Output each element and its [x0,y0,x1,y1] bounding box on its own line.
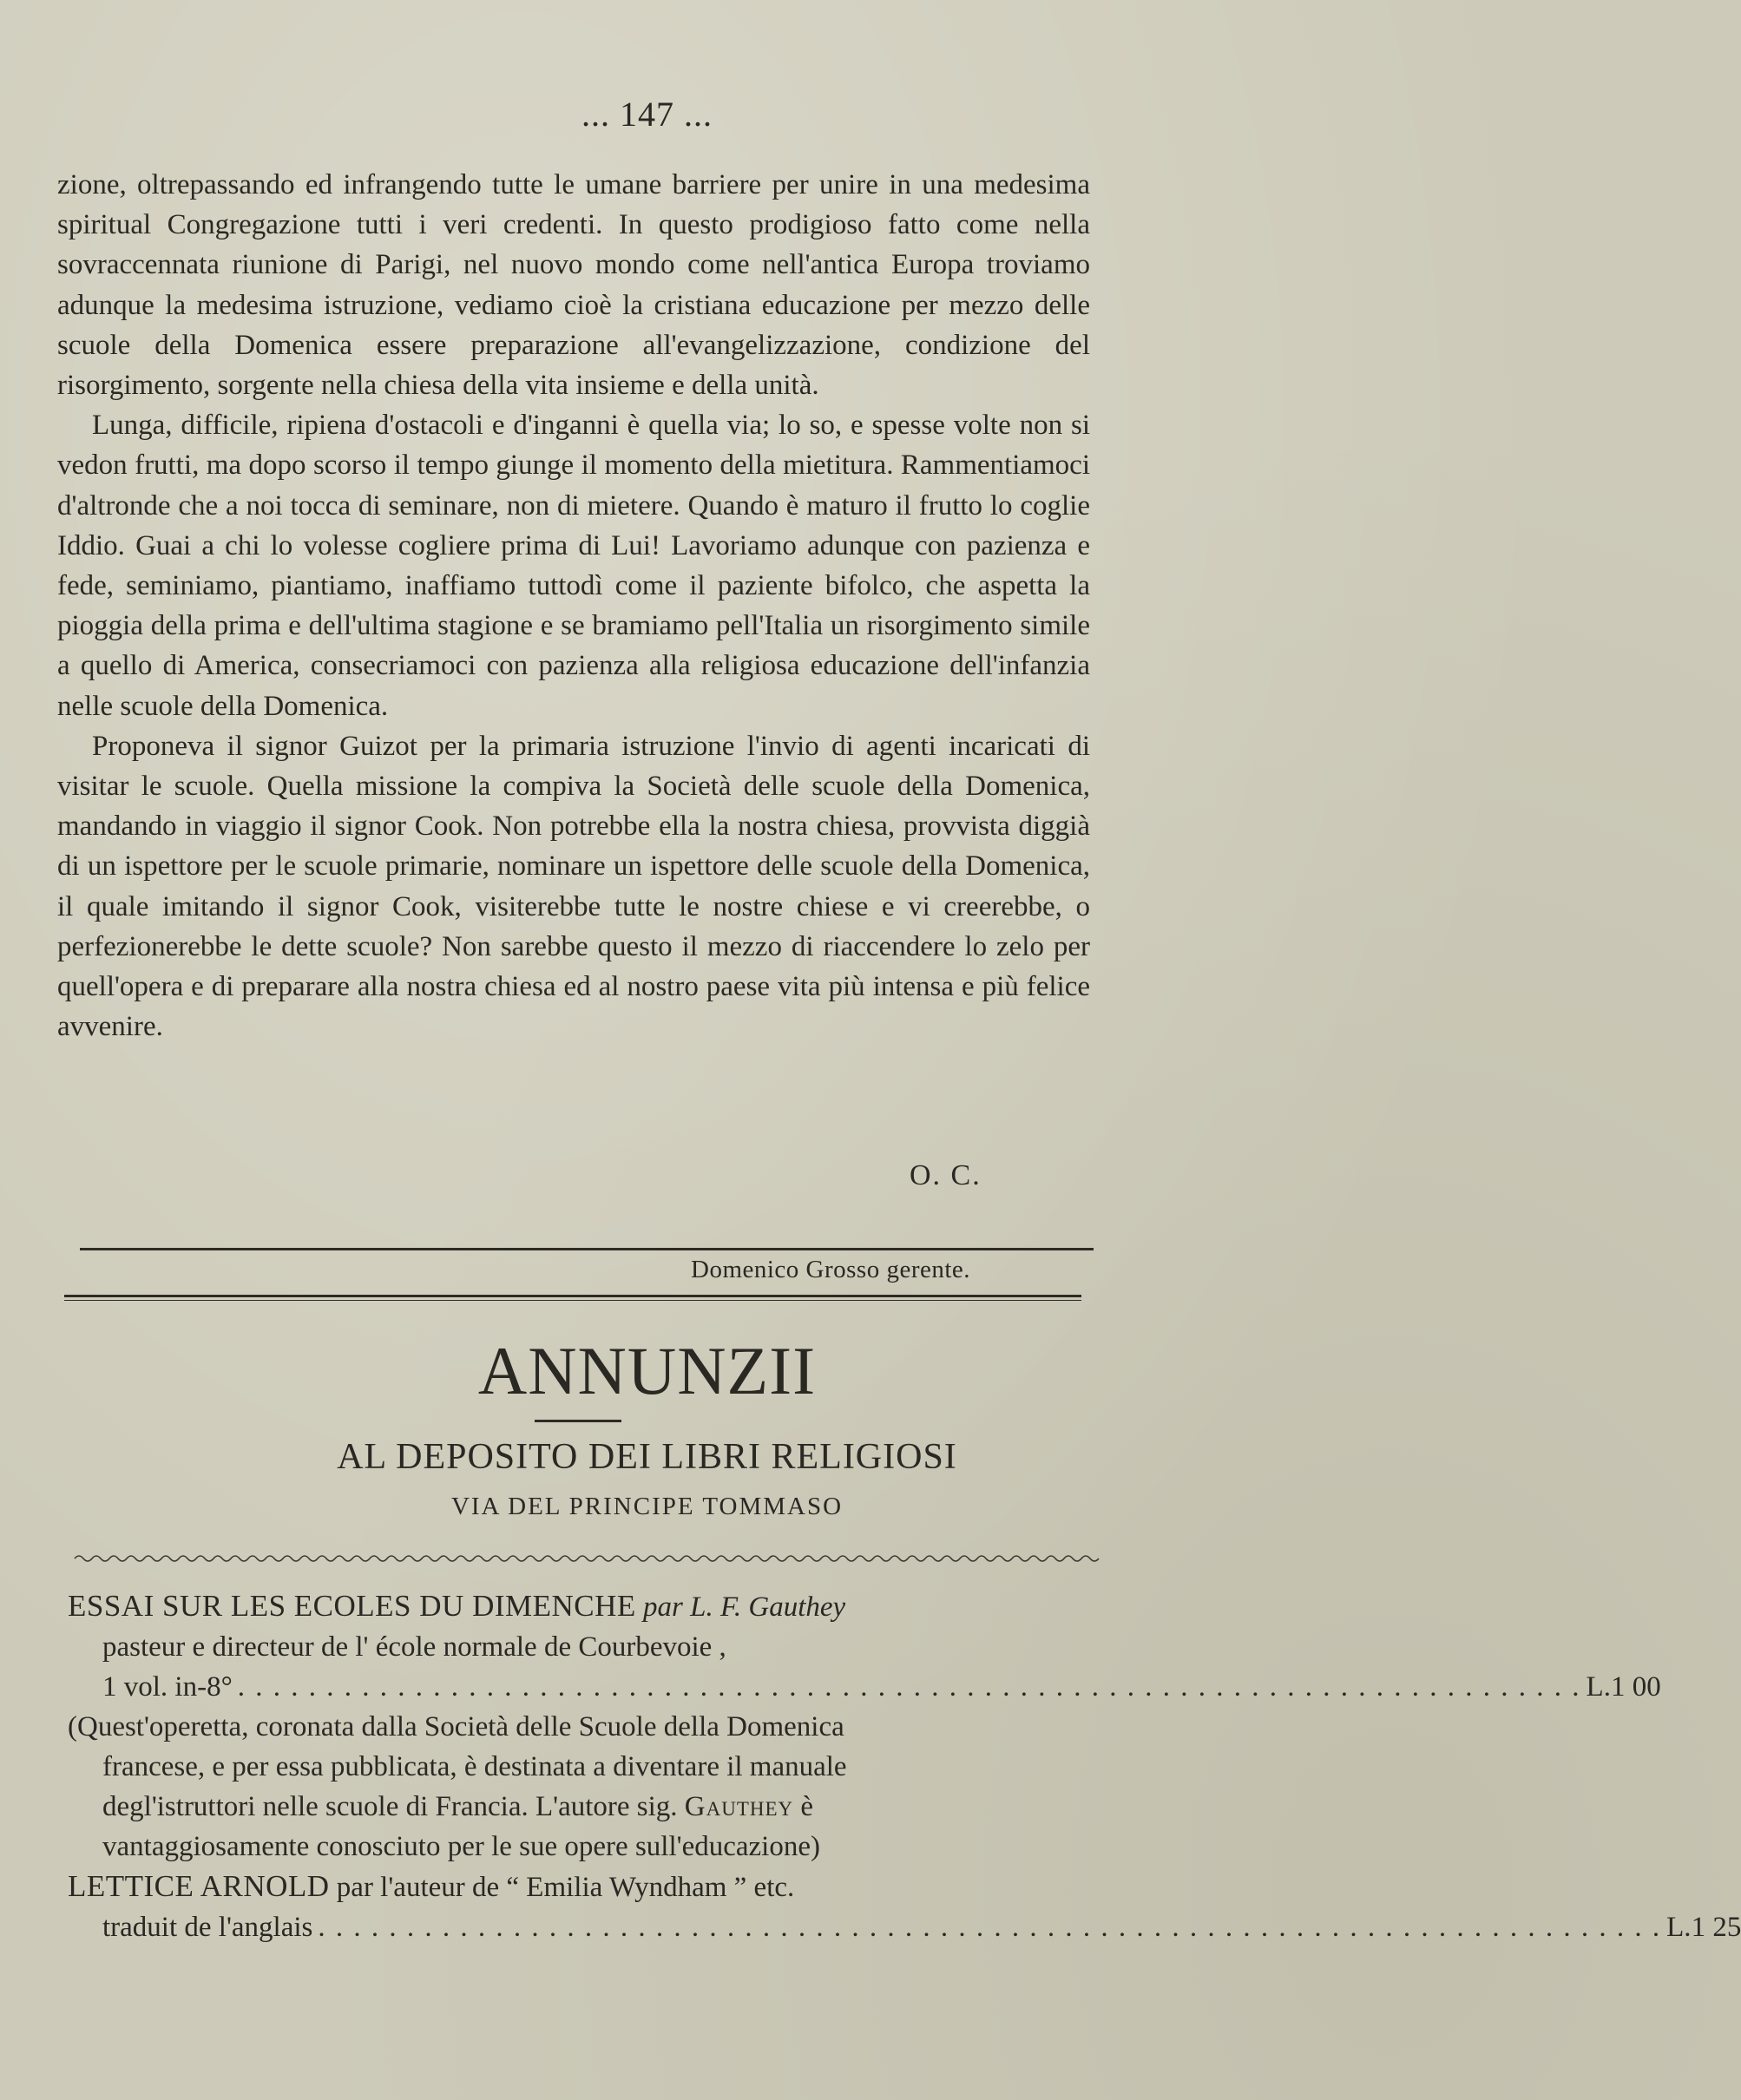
listing-price-line [68,1667,1661,1707]
listing-price-line [68,1907,1741,1947]
listing-format: 1 vol. in-8° [102,1671,233,1703]
divider-rule [80,1248,1094,1250]
article-body [57,165,1090,1047]
leader-dots: . . . . . . . . . . . . . . . . . . . . . . . . . . . . . . . . . . . . . . . . . . . . . . . . . . . . . . . . . . . . . . . . . . . . . . . . . . . . [318,1912,1662,1943]
double-divider-rule [64,1295,1081,1301]
listing-title: LETTICE ARNOLD [68,1869,330,1903]
listing-format: traduit de l'anglais [102,1912,313,1943]
listing-price: 1 00 [1610,1671,1661,1703]
leader-dots: . . . . . . . . . . . . . . . . . . . . . . . . . . . . . . . . . . . . . . . . . . . . . . . . . . . . . . . . . . . . . . . . . . . . . . . . . . . . [237,1671,1581,1703]
title-underline [535,1420,621,1422]
listing-description: pasteur e directeur de l' école normale de Courbevoie , [102,1631,726,1663]
listing-note: degl'istruttori nelle scuole di Francia. L'autore sig. Gauthey è [102,1791,814,1822]
listing-note: francese, e per essa pubblicata, è destinata a diventare il manuale [102,1751,847,1782]
listing-note: vantaggiosamente conosciuto per le sue opere sull'educazione) [102,1831,820,1862]
listing-description: par l'auteur de “ Emilia Wyndham ” etc. [329,1872,795,1903]
author-name: Gauthey [684,1791,794,1822]
listing-title: ESSAI SUR LES ECOLES DU DIMENCHE [68,1589,636,1623]
listing-currency: L. [1666,1912,1692,1943]
listing-item [68,1586,1661,1867]
listing-currency: L. [1586,1671,1611,1703]
listing-item [68,1867,1741,1947]
listing-price: 1 25 [1691,1912,1741,1943]
announcements-address: VIA DEL PRINCIPE TOMMASO [450,1493,844,1520]
manager-credit: Domenico Grosso gerente. [691,1256,971,1283]
listing-note: (Quest'operetta, coronata dalla Società delle Scuole della Domenica [68,1711,844,1742]
announcements-subtitle: AL DEPOSITO DEI LIBRI RELIGIOSI [337,1437,957,1477]
article-paragraph: zione, oltrepassando ed infrangendo tutte le umane barriere per unire in una medesima spiritual Congregazione tutti i veri credenti. In questo prodigioso fatto come nella sovraccennata riunione di Parigi, nel nuovo mondo come nell'antica Europa troviamo adunque la medesima istruzione, vediamo cioè la cristiana educazione per mezzo delle scuole della Domenica essere preparazione all'evangelizzazione, condizione del risorgimento, sorgente nella chiesa della vita insieme e della unità. [57,169,1090,402]
listing-author: par L. F. Gauthey [643,1591,846,1623]
announcements-title: ANNUNZII [477,1333,817,1408]
book-listings [68,1586,1741,1947]
page-number: ... 147 ... [581,95,713,134]
ornamental-wavy-rule [75,1552,1099,1565]
article-signature: O. C. [910,1159,982,1191]
article-paragraph: Proponeva il signor Guizot per la primaria istruzione l'invio di agenti incaricati di visitar le scuole. Quella missione la compiva la Società delle scuole della Domenica, mandando in viaggio il signor Cook. Non potrebbe ella la nostra chiesa, provvista diggià di un ispettore per le scuole primarie, nominare un ispettore delle scuole della Domenica, il quale imitando il signor Cook, visiterebbe tutte le nostre chiese e vi creerebbe, o perfezionerebbe le dette scuole? Non sarebbe questo il mezzo di riaccendere lo zelo per quell'opera e di preparare alla nostra chiesa ed al nostro paese vita più intensa e più felice avvenire. [57,730,1090,1043]
article-paragraph: Lunga, difficile, ripiena d'ostacoli e d'inganni è quella via; lo so, e spesse volte non si vedon frutti, ma dopo scorso il tempo giunge il momento della mietitura. Rammentiamoci d'altronde che a noi tocca di seminare, non di mietere. Quando è maturo il frutto lo coglie Iddio. Guai a chi lo volesse cogliere prima di Lui! Lavoriamo adunque con pazienza e fede, seminiamo, piantiamo, inaffiamo tuttodì come il paziente bifolco, che aspetta la pioggia della prima e dell'ultima stagione e se bramiamo pell'Italia un risorgimento simile a quello di America, consecriamoci con pazienza alla religiosa educazione dell'infanzia nelle scuole della Domenica. [57,410,1090,722]
